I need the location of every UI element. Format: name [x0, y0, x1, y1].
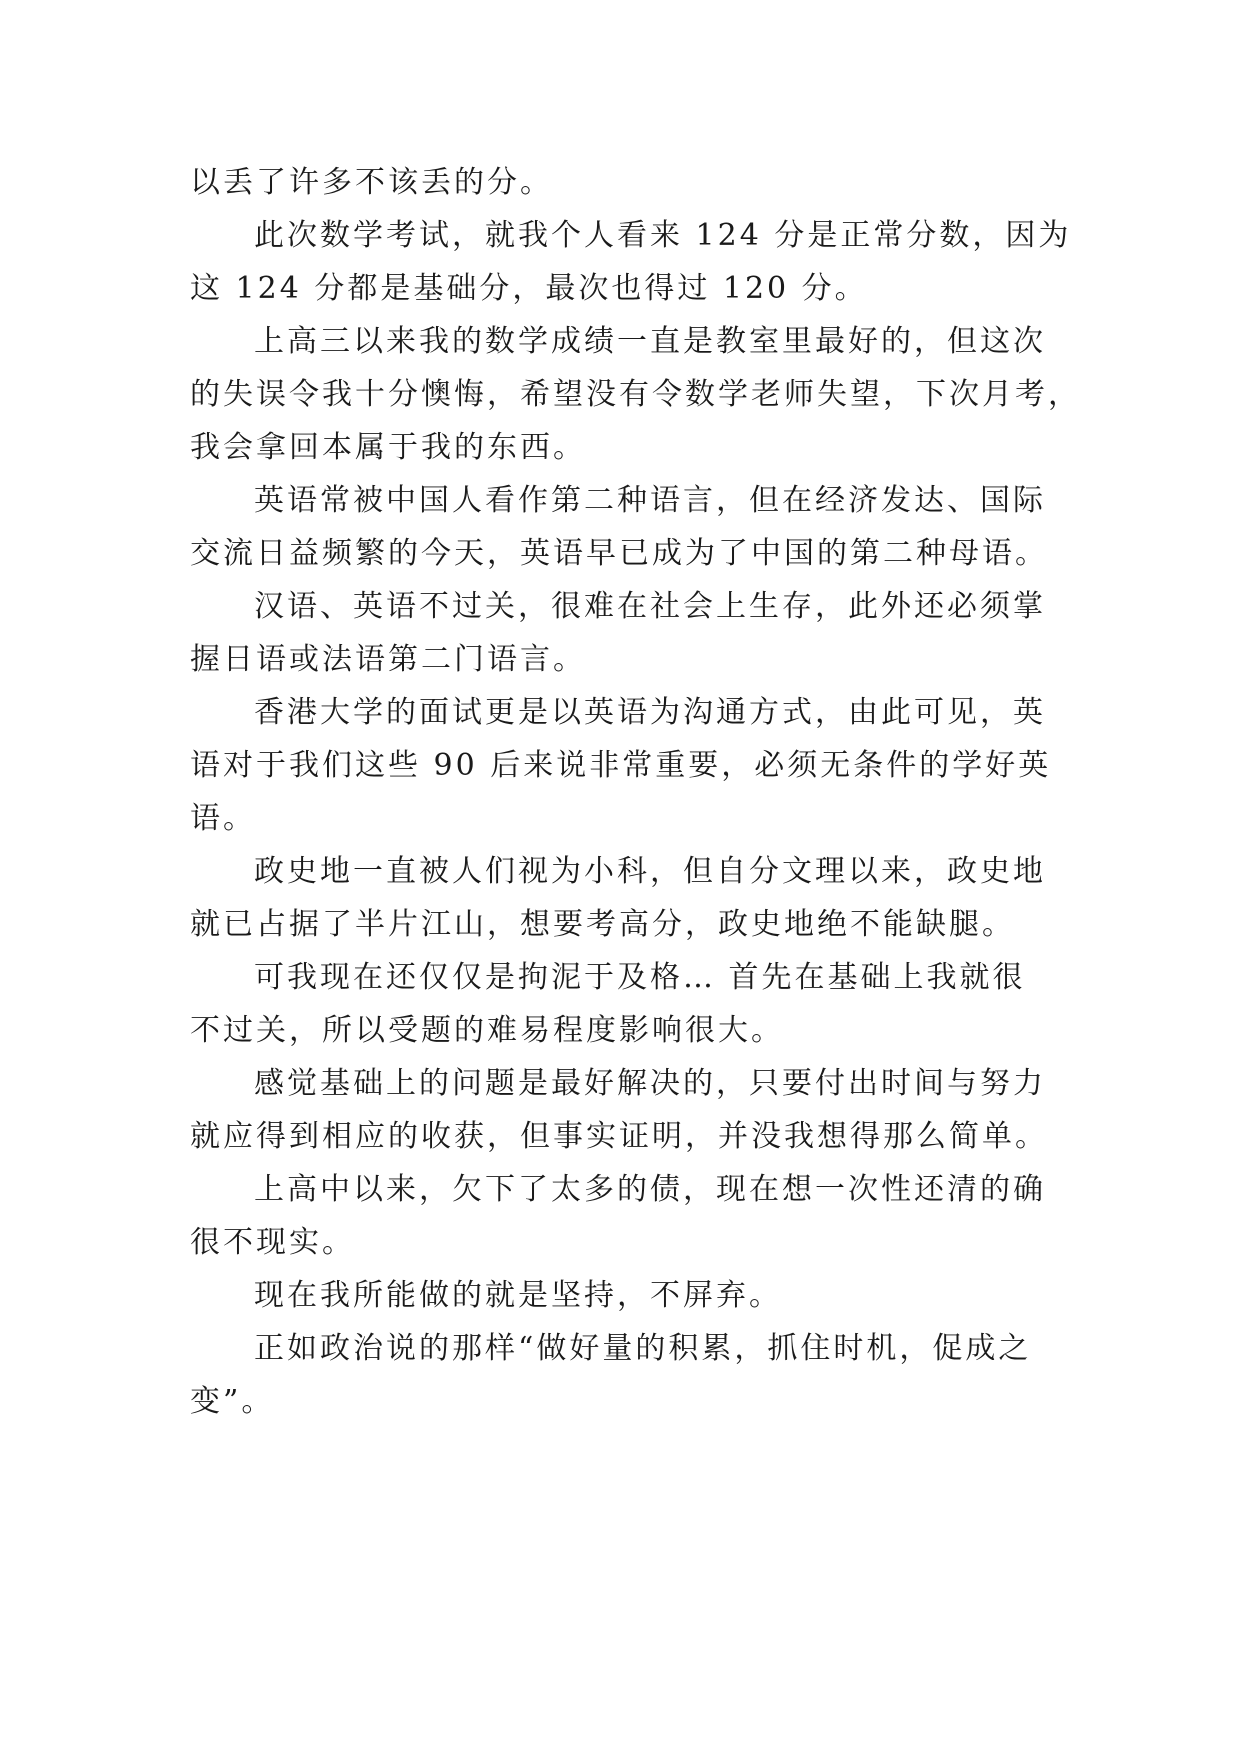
text-line: 此次数学考试，就我个人看来 124 分是正常分数，因为 — [254, 218, 1072, 253]
text-line: 感觉基础上的问题是最好解决的，只要付出时间与努力 — [254, 1066, 1046, 1101]
text-line: 交流日益频繁的今天，英语早已成为了中国的第二种母语。 — [190, 536, 1048, 571]
body-text — [190, 156, 1081, 1428]
text-line: 很不现实。 — [190, 1225, 355, 1260]
text-line: 汉语、英语不过关，很难在社会上生存，此外还必须掌 — [254, 589, 1046, 624]
text-line: 这 124 分都是基础分，最次也得过 120 分。 — [190, 271, 868, 306]
text-line: 就应得到相应的收获，但事实证明，并没我想得那么简单。 — [190, 1119, 1048, 1154]
text-line: 上高三以来我的数学成绩一直是教室里最好的，但这次 — [254, 324, 1046, 359]
text-line: 语。 — [190, 801, 256, 836]
text-line: 不过关，所以受题的难易程度影响很大。 — [190, 1013, 784, 1048]
text-line: 语对于我们这些 90 后来说非常重要，必须无条件的学好英 — [190, 748, 1052, 783]
text-line: 就已占据了半片江山，想要考高分，政史地绝不能缺腿。 — [190, 907, 1015, 942]
text-line: 的失误令我十分懊悔，希望没有令数学老师失望，下次月考， — [190, 377, 1081, 412]
text-line: 握日语或法语第二门语言。 — [190, 642, 586, 677]
text-line: 正如政治说的那样“做好量的积累，抓住时机，促成之 — [254, 1331, 1032, 1366]
text-line: 可我现在还仅仅是拘泥于及格… 首先在基础上我就很 — [254, 960, 1026, 995]
text-line: 政史地一直被人们视为小科，但自分文理以来，政史地 — [254, 854, 1046, 889]
text-line: 英语常被中国人看作第二种语言，但在经济发达、国际 — [254, 483, 1046, 518]
text-line: 香港大学的面试更是以英语为沟通方式，由此可见，英 — [254, 695, 1046, 730]
text-line: 以丢了许多不该丢的分。 — [190, 165, 553, 200]
text-line: 上高中以来，欠下了太多的债，现在想一次性还清的确 — [254, 1172, 1046, 1207]
text-line: 变”。 — [190, 1384, 275, 1419]
text-line: 我会拿回本属于我的东西。 — [190, 430, 586, 465]
text-line: 现在我所能做的就是坚持，不屏弃。 — [254, 1278, 782, 1313]
